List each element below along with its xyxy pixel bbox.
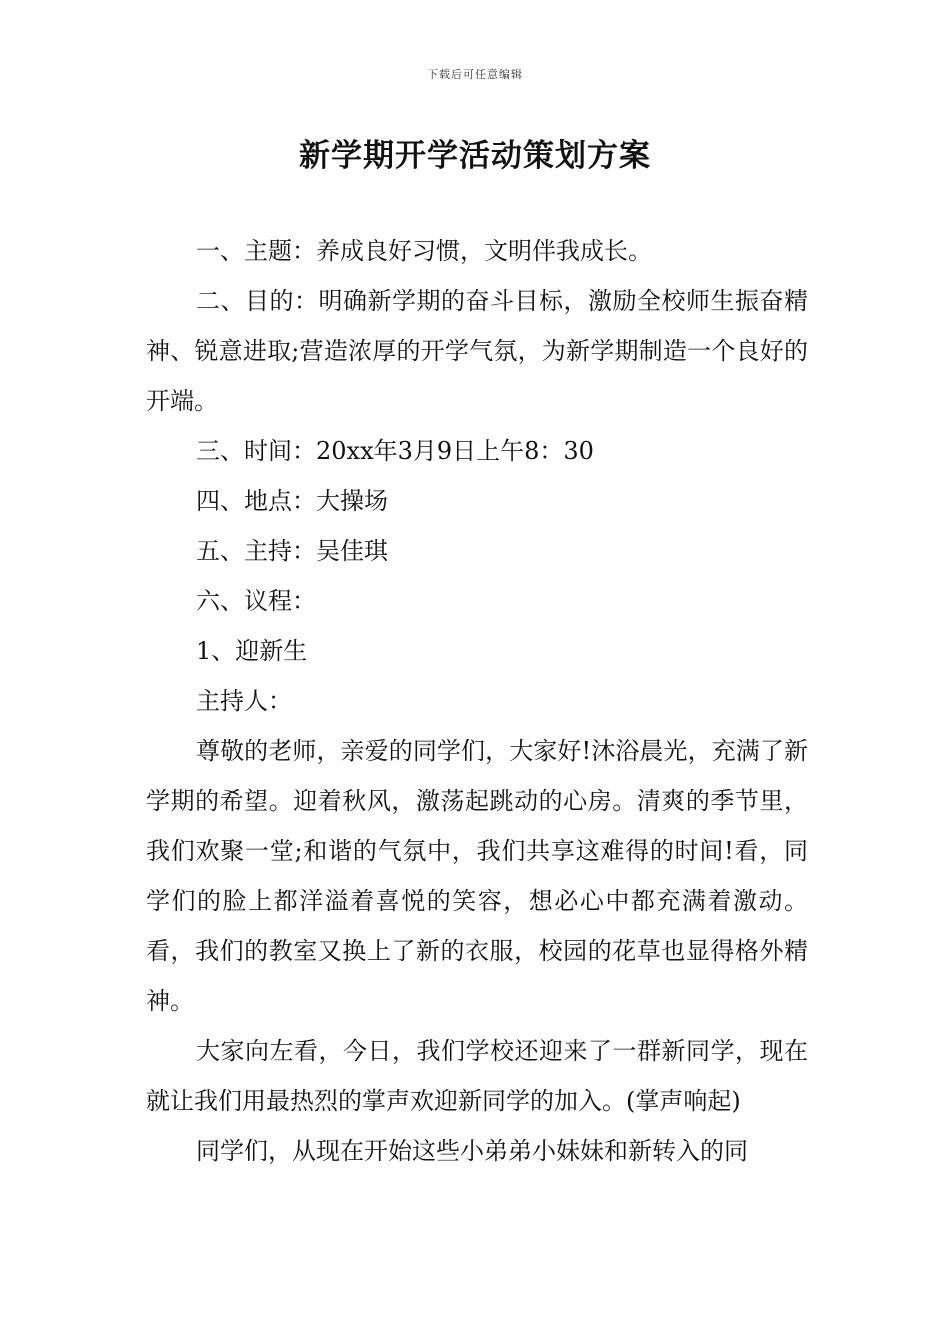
paragraph-location: 四、地点：大操场 bbox=[196, 487, 388, 515]
paragraph-agenda-item-1: 1、迎新生 bbox=[196, 637, 308, 665]
paragraph-theme: 一、主题：养成良好习惯，文明伴我成长。 bbox=[196, 237, 652, 265]
paragraph-time: 三、时间：20xx年3月9日上午8：30 bbox=[196, 437, 594, 465]
document-body bbox=[146, 226, 808, 1176]
paragraph-host: 五、主持：吴佳琪 bbox=[196, 537, 388, 565]
paragraph-speech-2: 大家向左看，今日，我们学校还迎来了一群新同学，现在就让我们用最热烈的掌声欢迎新同学的加入。(掌声响起) bbox=[146, 1037, 808, 1115]
paragraph-speech-1: 尊敬的老师，亲爱的同学们，大家好!沐浴晨光，充满了新学期的希望。迎着秋风，激荡起跳动的心房。清爽的季节里，我们欢聚一堂;和谐的气氛中，我们共享这难得的时间!看，同学们的脸上都洋溢着喜悦的笑容，想必心中都充满着激动。看，我们的教室又换上了新的衣服，校园的花草也显得格外精神。 bbox=[146, 737, 808, 1015]
paragraph-purpose: 二、目的：明确新学期的奋斗目标，激励全校师生振奋精神、锐意进取;营造浓厚的开学气氛，为新学期制造一个良好的开端。 bbox=[146, 287, 808, 415]
paragraph-agenda-heading: 六、议程： bbox=[196, 587, 316, 615]
header-note: 下载后可任意编辑 bbox=[427, 68, 523, 81]
paragraph-speech-3: 同学们，从现在开始这些小弟弟小妹妹和新转入的同 bbox=[196, 1137, 748, 1165]
paragraph-host-label: 主持人： bbox=[196, 687, 292, 715]
document-title: 新学期开学活动策划方案 bbox=[299, 138, 651, 174]
